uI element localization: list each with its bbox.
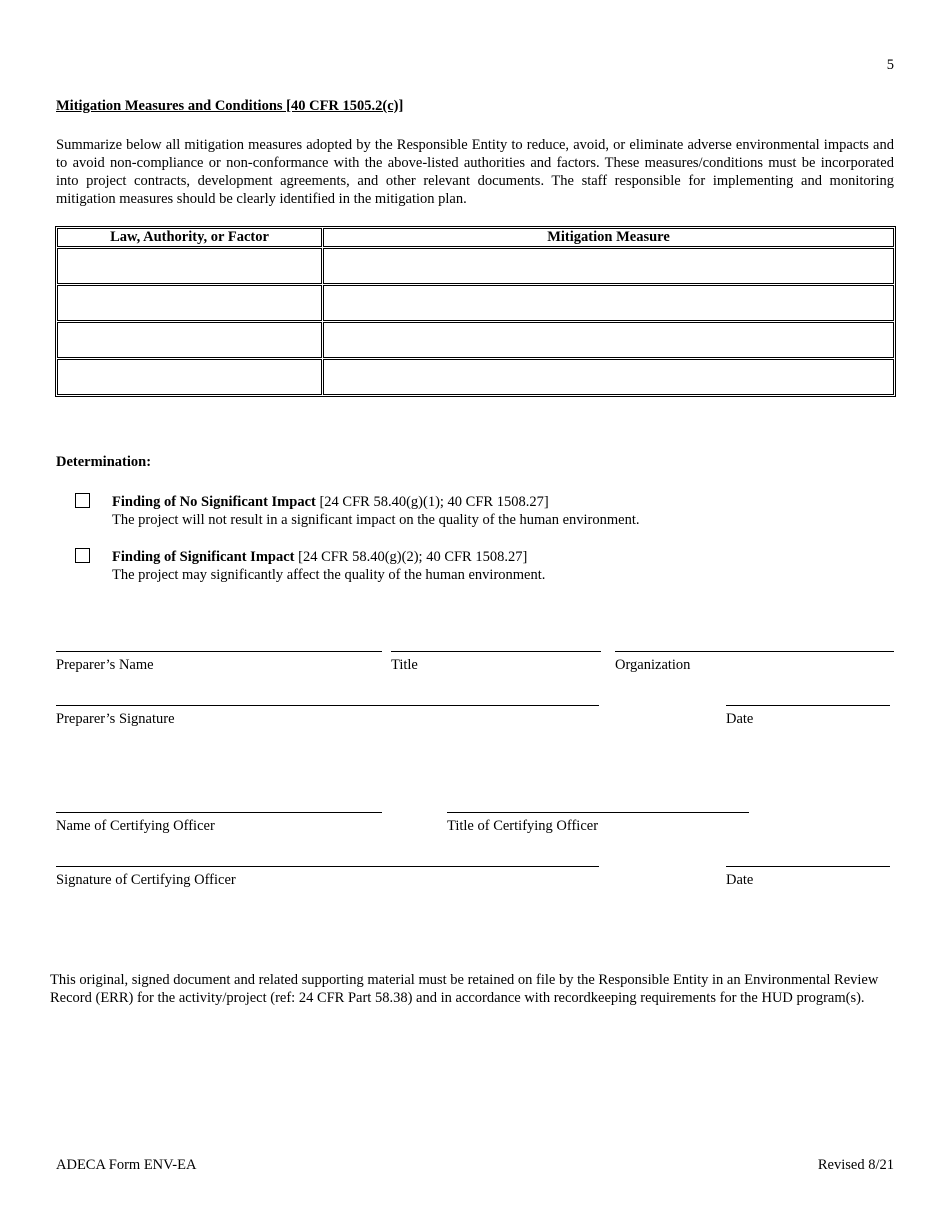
mitigation-table <box>55 226 896 397</box>
table-cell-law[interactable] <box>57 359 322 395</box>
form-id: ADECA Form ENV-EA <box>56 1157 197 1173</box>
preparer-title-line[interactable] <box>391 651 601 652</box>
certifying-signature-label: Signature of Certifying Officer <box>56 872 236 888</box>
table-cell-mitigation[interactable] <box>323 248 894 284</box>
table-cell-law[interactable] <box>57 248 322 284</box>
table-row <box>57 359 894 395</box>
fosi-label: Finding of Significant Impact <box>112 549 295 565</box>
fonsi-option <box>112 493 640 529</box>
certifying-name-label: Name of Certifying Officer <box>56 818 215 834</box>
preparer-date-label: Date <box>726 711 754 727</box>
table-cell-mitigation[interactable] <box>323 359 894 395</box>
revision-date: Revised 8/21 <box>817 1157 894 1173</box>
preparer-name-line[interactable] <box>56 651 382 652</box>
fonsi-label: Finding of No Significant Impact <box>112 494 316 510</box>
page-number: 5 <box>886 57 894 73</box>
certifying-title-label: Title of Certifying Officer <box>447 818 599 834</box>
preparer-date-line[interactable] <box>726 705 890 706</box>
fonsi-checkbox[interactable] <box>75 493 90 508</box>
preparer-signature-line[interactable] <box>56 705 599 706</box>
table-cell-mitigation[interactable] <box>323 322 894 358</box>
certifying-title-line[interactable] <box>447 812 749 813</box>
section-title: Mitigation Measures and Conditions [40 CFR 1505.2(c)] <box>56 98 404 114</box>
table-row <box>57 248 894 284</box>
organization-label: Organization <box>615 657 691 673</box>
certifying-date-line[interactable] <box>726 866 890 867</box>
table-cell-law[interactable] <box>57 285 322 321</box>
table-header-row <box>57 228 894 247</box>
fosi-checkbox[interactable] <box>75 548 90 563</box>
table-row <box>57 285 894 321</box>
certifying-date-label: Date <box>726 872 754 888</box>
table-cell-mitigation[interactable] <box>323 285 894 321</box>
fosi-option <box>112 548 545 584</box>
organization-line[interactable] <box>615 651 894 652</box>
fosi-citation: [24 CFR 58.40(g)(2); 40 CFR 1508.27] <box>294 549 528 565</box>
certifying-name-line[interactable] <box>56 812 382 813</box>
retention-note: This original, signed document and related supporting material must be retained on file by the Responsible Entity in an Environmental Review Record (ERR) for the activity/project (ref: 24 CFR Part 58.38) and in accordance with recordkeeping requirements for the HUD program(s). <box>50 972 879 1006</box>
preparer-name-label: Preparer’s Name <box>56 657 154 673</box>
determination-title: Determination: <box>56 454 152 470</box>
fonsi-citation: [24 CFR 58.40(g)(1); 40 CFR 1508.27] <box>315 494 549 510</box>
fonsi-description: The project will not result in a significant impact on the quality of the human environment. <box>112 512 640 528</box>
certifying-signature-line[interactable] <box>56 866 599 867</box>
table-row <box>57 322 894 358</box>
title-label: Title <box>391 657 418 673</box>
preparer-signature-label: Preparer’s Signature <box>56 711 175 727</box>
fosi-description: The project may significantly affect the quality of the human environment. <box>112 567 546 583</box>
table-cell-law[interactable] <box>57 322 322 358</box>
column-header-law: Law, Authority, or Factor <box>57 228 322 247</box>
intro-paragraph: Summarize below all mitigation measures adopted by the Responsible Entity to reduce, avoid, or eliminate adverse environmental impacts and to avoid non-compliance or non-conformance with the above-listed authorities and factors. These measures/conditions must be incorporated into project contracts, development agreements, and other relevant documents. The staff responsible for implementing and monitoring mitigation measures should be clearly identified in the mitigation plan. <box>56 137 894 207</box>
column-header-mitigation: Mitigation Measure <box>323 228 894 247</box>
